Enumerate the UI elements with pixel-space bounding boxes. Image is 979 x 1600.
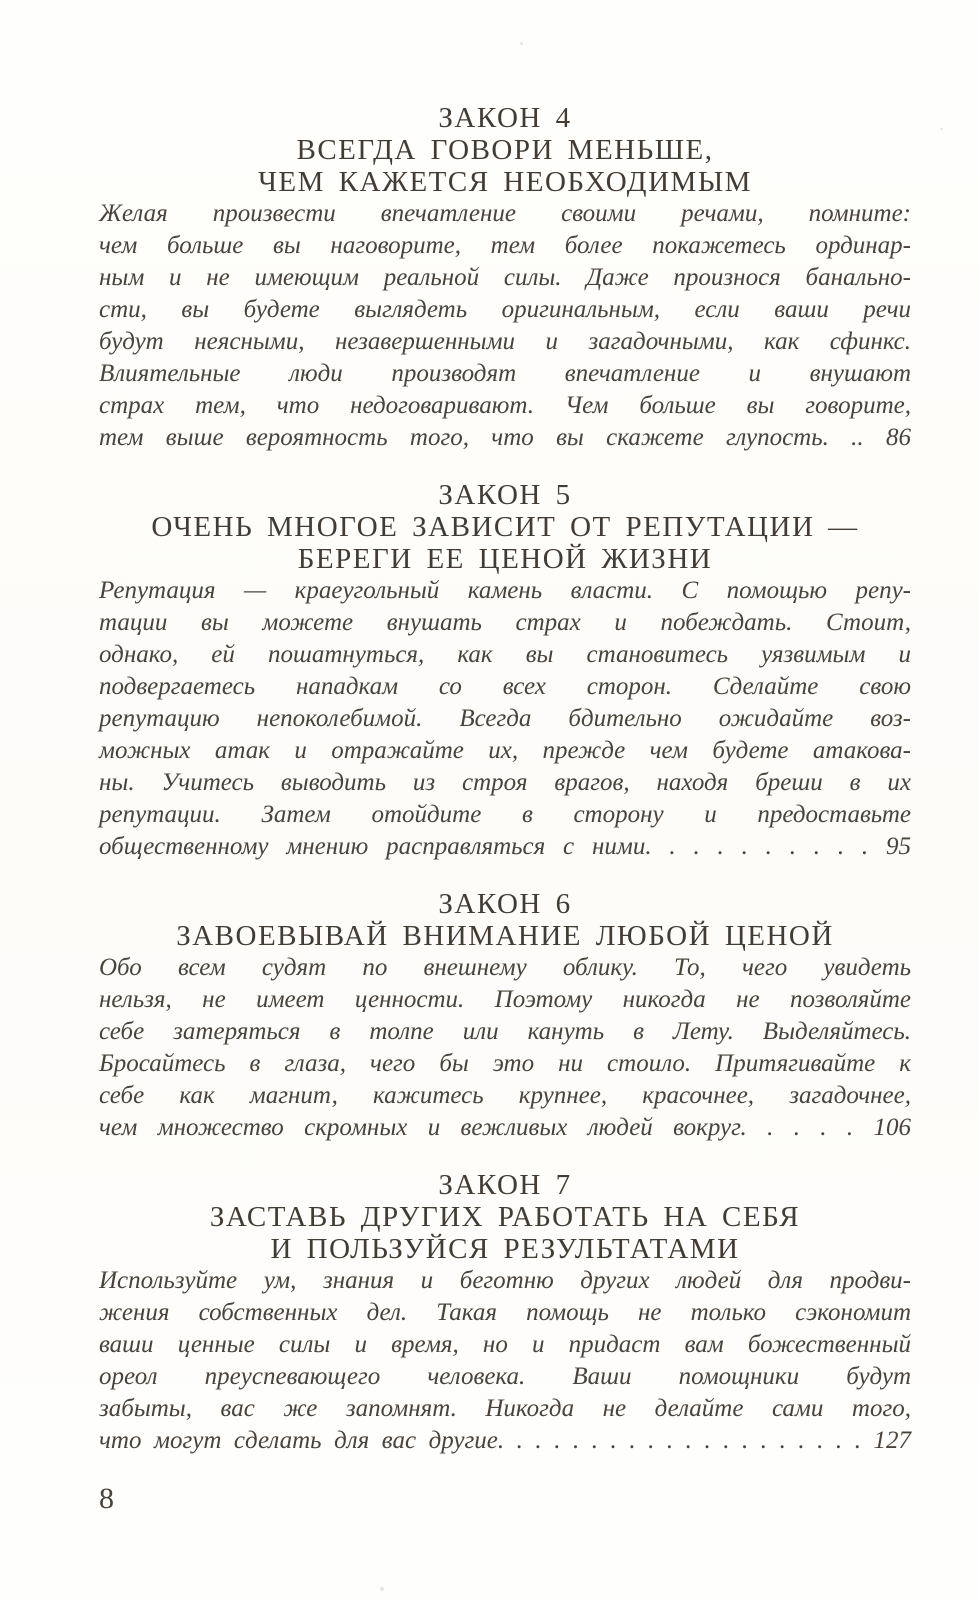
paragraph-line: нельзя, не имеет ценности. Поэтому никогда не позволяйте	[99, 986, 911, 1013]
paragraph-line: будут неясными, незавершенными и загадочными, как сфинкс.	[99, 328, 911, 355]
law-label: ЗАКОН 7	[438, 1169, 572, 1201]
paragraph-line-with-page-ref: чем множество скромных и вежливых людей вокруг. . . . . 106	[99, 1114, 911, 1141]
paragraph-line: подвергаетесь нападкам со всех сторон. Сделайте свою	[99, 673, 911, 700]
law-label: ЗАКОН 5	[438, 479, 572, 511]
law-title-line: И ПОЛЬЗУЙСЯ РЕЗУЛЬТАТАМИ	[270, 1233, 740, 1265]
paragraph-line: репутации. Затем отойдите в сторону и предоставьте	[99, 801, 911, 828]
paragraph-line: можных атак и отражайте их, прежде чем будете атакова-	[99, 737, 911, 764]
paragraph-line: Используйте ум, знания и беготню других людей для продви-	[99, 1267, 911, 1294]
paragraph-line: ваши ценные силы и время, но и придаст вам божественный	[99, 1331, 911, 1358]
paragraph-line: ным и не имеющим реальной силы. Даже произнося банально-	[99, 264, 911, 291]
paragraph-line-with-page-ref: общественному мнению расправляться с ними. . . . . . . . . . 95	[99, 833, 911, 860]
paragraph-line: однако, ей пошатнуться, как вы становитесь уязвимым и	[99, 641, 911, 668]
law-section-5	[99, 479, 911, 863]
paragraph-line-with-page-ref: тем выше вероятность того, что вы скажете глупость. .. 86	[99, 424, 911, 451]
paragraph-line-with-page-ref: что могут сделать для вас другие. . . . . . . . . . . . . . . . . . . . 127	[99, 1427, 911, 1454]
law-label: ЗАКОН 6	[438, 888, 572, 920]
law-label: ЗАКОН 4	[438, 102, 572, 134]
paragraph-line: репутацию непоколебимой. Всегда бдительно ожидайте воз-	[99, 705, 911, 732]
paragraph-line: страх тем, что недоговаривают. Чем больше вы говорите,	[99, 392, 911, 419]
law-title-line: ЧЕМ КАЖЕТСЯ НЕОБХОДИМЫМ	[258, 166, 752, 198]
paragraph-line: жения собственных дел. Такая помощь не только сэкономит	[99, 1299, 911, 1326]
paragraph-line: чем больше вы наговорите, тем более покажетесь ординар-	[99, 232, 911, 259]
paragraph-line: Бросайтесь в глаза, чего бы это ни стоило. Притягивайте к	[99, 1050, 911, 1077]
paragraph-line: тации вы можете внушать страх и побеждать. Стоит,	[99, 609, 911, 636]
paragraph-line: себе как магнит, кажитесь крупнее, красочнее, загадочнее,	[99, 1082, 911, 1109]
law-section-7	[99, 1169, 911, 1457]
law-title-line: ОЧЕНЬ МНОГОЕ ЗАВИСИТ ОТ РЕПУТАЦИИ —	[151, 511, 859, 543]
paragraph-line: себе затеряться в толпе или кануть в Лету. Выделяйтесь.	[99, 1018, 911, 1045]
scan-speck	[940, 128, 943, 130]
paragraph-line: сти, вы будете выглядеть оригинальным, если ваши речи	[99, 296, 911, 323]
law-summary-paragraph	[99, 575, 911, 863]
scan-speck	[380, 1587, 384, 1591]
paragraph-line: ны. Учитесь выводить из строя врагов, находя бреши в их	[99, 769, 911, 796]
law-section-4	[99, 102, 911, 454]
paragraph-line: Обо всем судят по внешнему облику. То, чего увидеть	[99, 954, 911, 981]
law-section-6	[99, 888, 911, 1144]
paragraph-line: Влиятельные люди производят впечатление и внушают	[99, 360, 911, 387]
paragraph-line: Желая произвести впечатление своими речами, помните:	[99, 200, 911, 227]
law-title-line: БЕРЕГИ ЕЕ ЦЕНОЙ ЖИЗНИ	[297, 543, 713, 575]
law-title-line: ВСЕГДА ГОВОРИ МЕНЬШЕ,	[296, 134, 714, 166]
paragraph-line: ореол преуспевающего человека. Ваши помощники будут	[99, 1363, 911, 1390]
law-summary-paragraph	[99, 952, 911, 1144]
paragraph-line: забыты, вас же запомнят. Никогда не делайте сами того,	[99, 1395, 911, 1422]
law-summary-paragraph	[99, 1265, 911, 1457]
law-title-line: ЗАВОЕВЫВАЙ ВНИМАНИЕ ЛЮБОЙ ЦЕНОЙ	[176, 920, 834, 952]
paragraph-line: Репутация — краеугольный камень власти. С помощью репу-	[99, 577, 911, 604]
law-title-line: ЗАСТАВЬ ДРУГИХ РАБОТАТЬ НА СЕБЯ	[209, 1201, 801, 1233]
law-summary-paragraph	[99, 198, 911, 454]
page-number: 8	[99, 1482, 114, 1515]
scan-speck	[520, 42, 523, 45]
